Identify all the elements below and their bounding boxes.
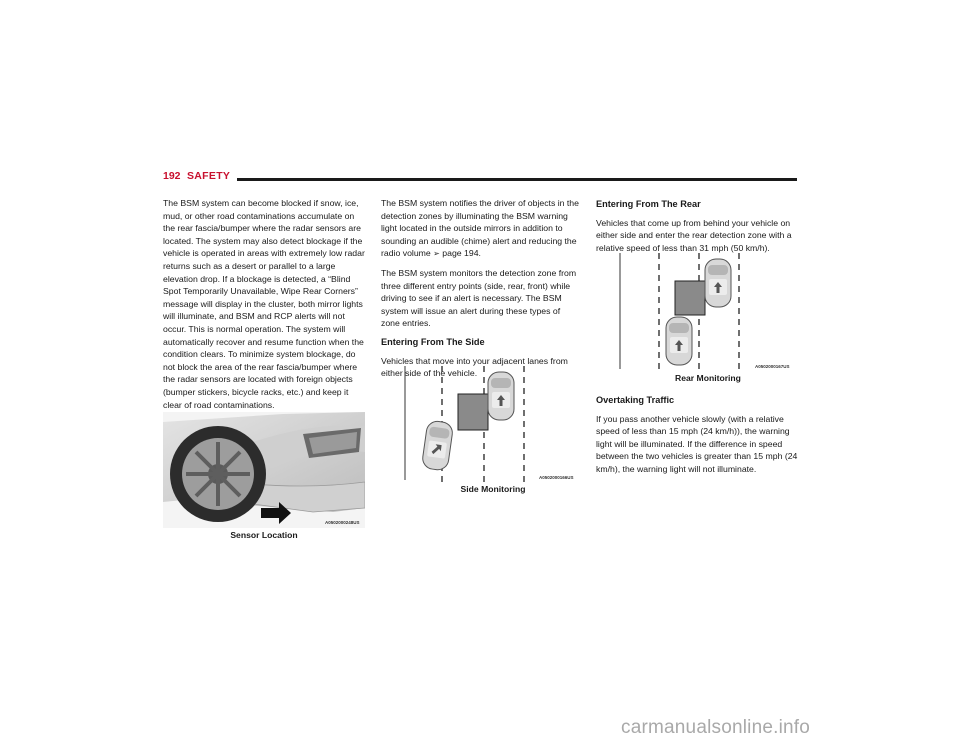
side-monitoring-figure — [404, 366, 582, 482]
column-middle — [381, 197, 581, 386]
side-paragraph: Vehicles that move into your adjacent lanes from either side of the vehicle. — [381, 355, 568, 379]
notify-text: The BSM system notifies the driver of objects in the detection zones by illuminating the BSM warning light located in the outside mirrors in addition to sounding an audible (chime) alert and reducing the radio volume — [381, 198, 579, 259]
figure-code: A0502000166US — [539, 475, 574, 480]
sensor-location-figure — [163, 412, 365, 528]
overtaking-heading: Overtaking Traffic — [596, 395, 675, 405]
page-number: 192 — [163, 170, 181, 182]
blockage-paragraph: The BSM system can become blocked if snow, ice, mud, or other road contaminations accumulate on the rear fascia/bumper where the radar sensors are located. The system may also detect blockage if the vehicle is operated in areas with extremely low radar returns such as a desert or parallel to a large elevation drop. If a blockage is detected, a “Blind Spot Temporarily Unavailable, Wipe Rear Corners” message will display in the cluster, both mirror lights will illuminate, and BSM and RCP alerts will not occur. This is normal operation. The system will automatically recover and resume function when the condition clears. To minimize system blockage, do not block the area of the rear fascia/bumper where the radar sensors are located with foreign objects (bumper stickers, bicycle racks, etc.) and keep it clear of road contaminations. — [163, 198, 365, 410]
figure-code: A0502000167US — [755, 364, 790, 369]
figure-code: A0502000248US — [325, 520, 360, 525]
column-left — [163, 197, 365, 417]
figure-caption: Side Monitoring — [460, 484, 526, 494]
column-right — [596, 194, 798, 260]
figure-caption: Sensor Location — [230, 530, 298, 540]
column-right-lower — [596, 390, 798, 482]
side-heading: Entering From The Side — [381, 336, 485, 347]
page-header — [163, 170, 797, 186]
figure-caption: Rear Monitoring — [675, 373, 741, 383]
header-rule — [237, 178, 797, 181]
monitor-paragraph: The BSM system monitors the detection zone from three different entry points (side, rear, front) while driving to see if an alert is necessary. The BSM system will issue an alert during these types of zone entries. — [381, 267, 577, 329]
notify-paragraph — [381, 197, 581, 261]
rear-heading: Entering From The Rear — [596, 199, 701, 209]
overtaking-paragraph: If you pass another vehicle slowly (with a relative speed of less than 15 mph (24 km/h)), the warning light will be illuminated. If the difference in speed between the two vehicles is greater than 15 mph (24 km/h), the warning light will not illuminate. — [596, 413, 798, 474]
rear-paragraph: Vehicles that come up from behind your vehicle on either side and enter the rear detection zone with a relative speed of less than 31 mph (50 km/h). — [596, 217, 792, 253]
page-reference-arrow-icon: ➢ — [433, 249, 440, 259]
page-reference-link[interactable]: page 194. — [442, 248, 481, 259]
rear-monitoring-figure — [619, 253, 797, 371]
section-title: SAFETY — [187, 170, 231, 182]
watermark: carmanualsonline.info — [621, 717, 811, 738]
